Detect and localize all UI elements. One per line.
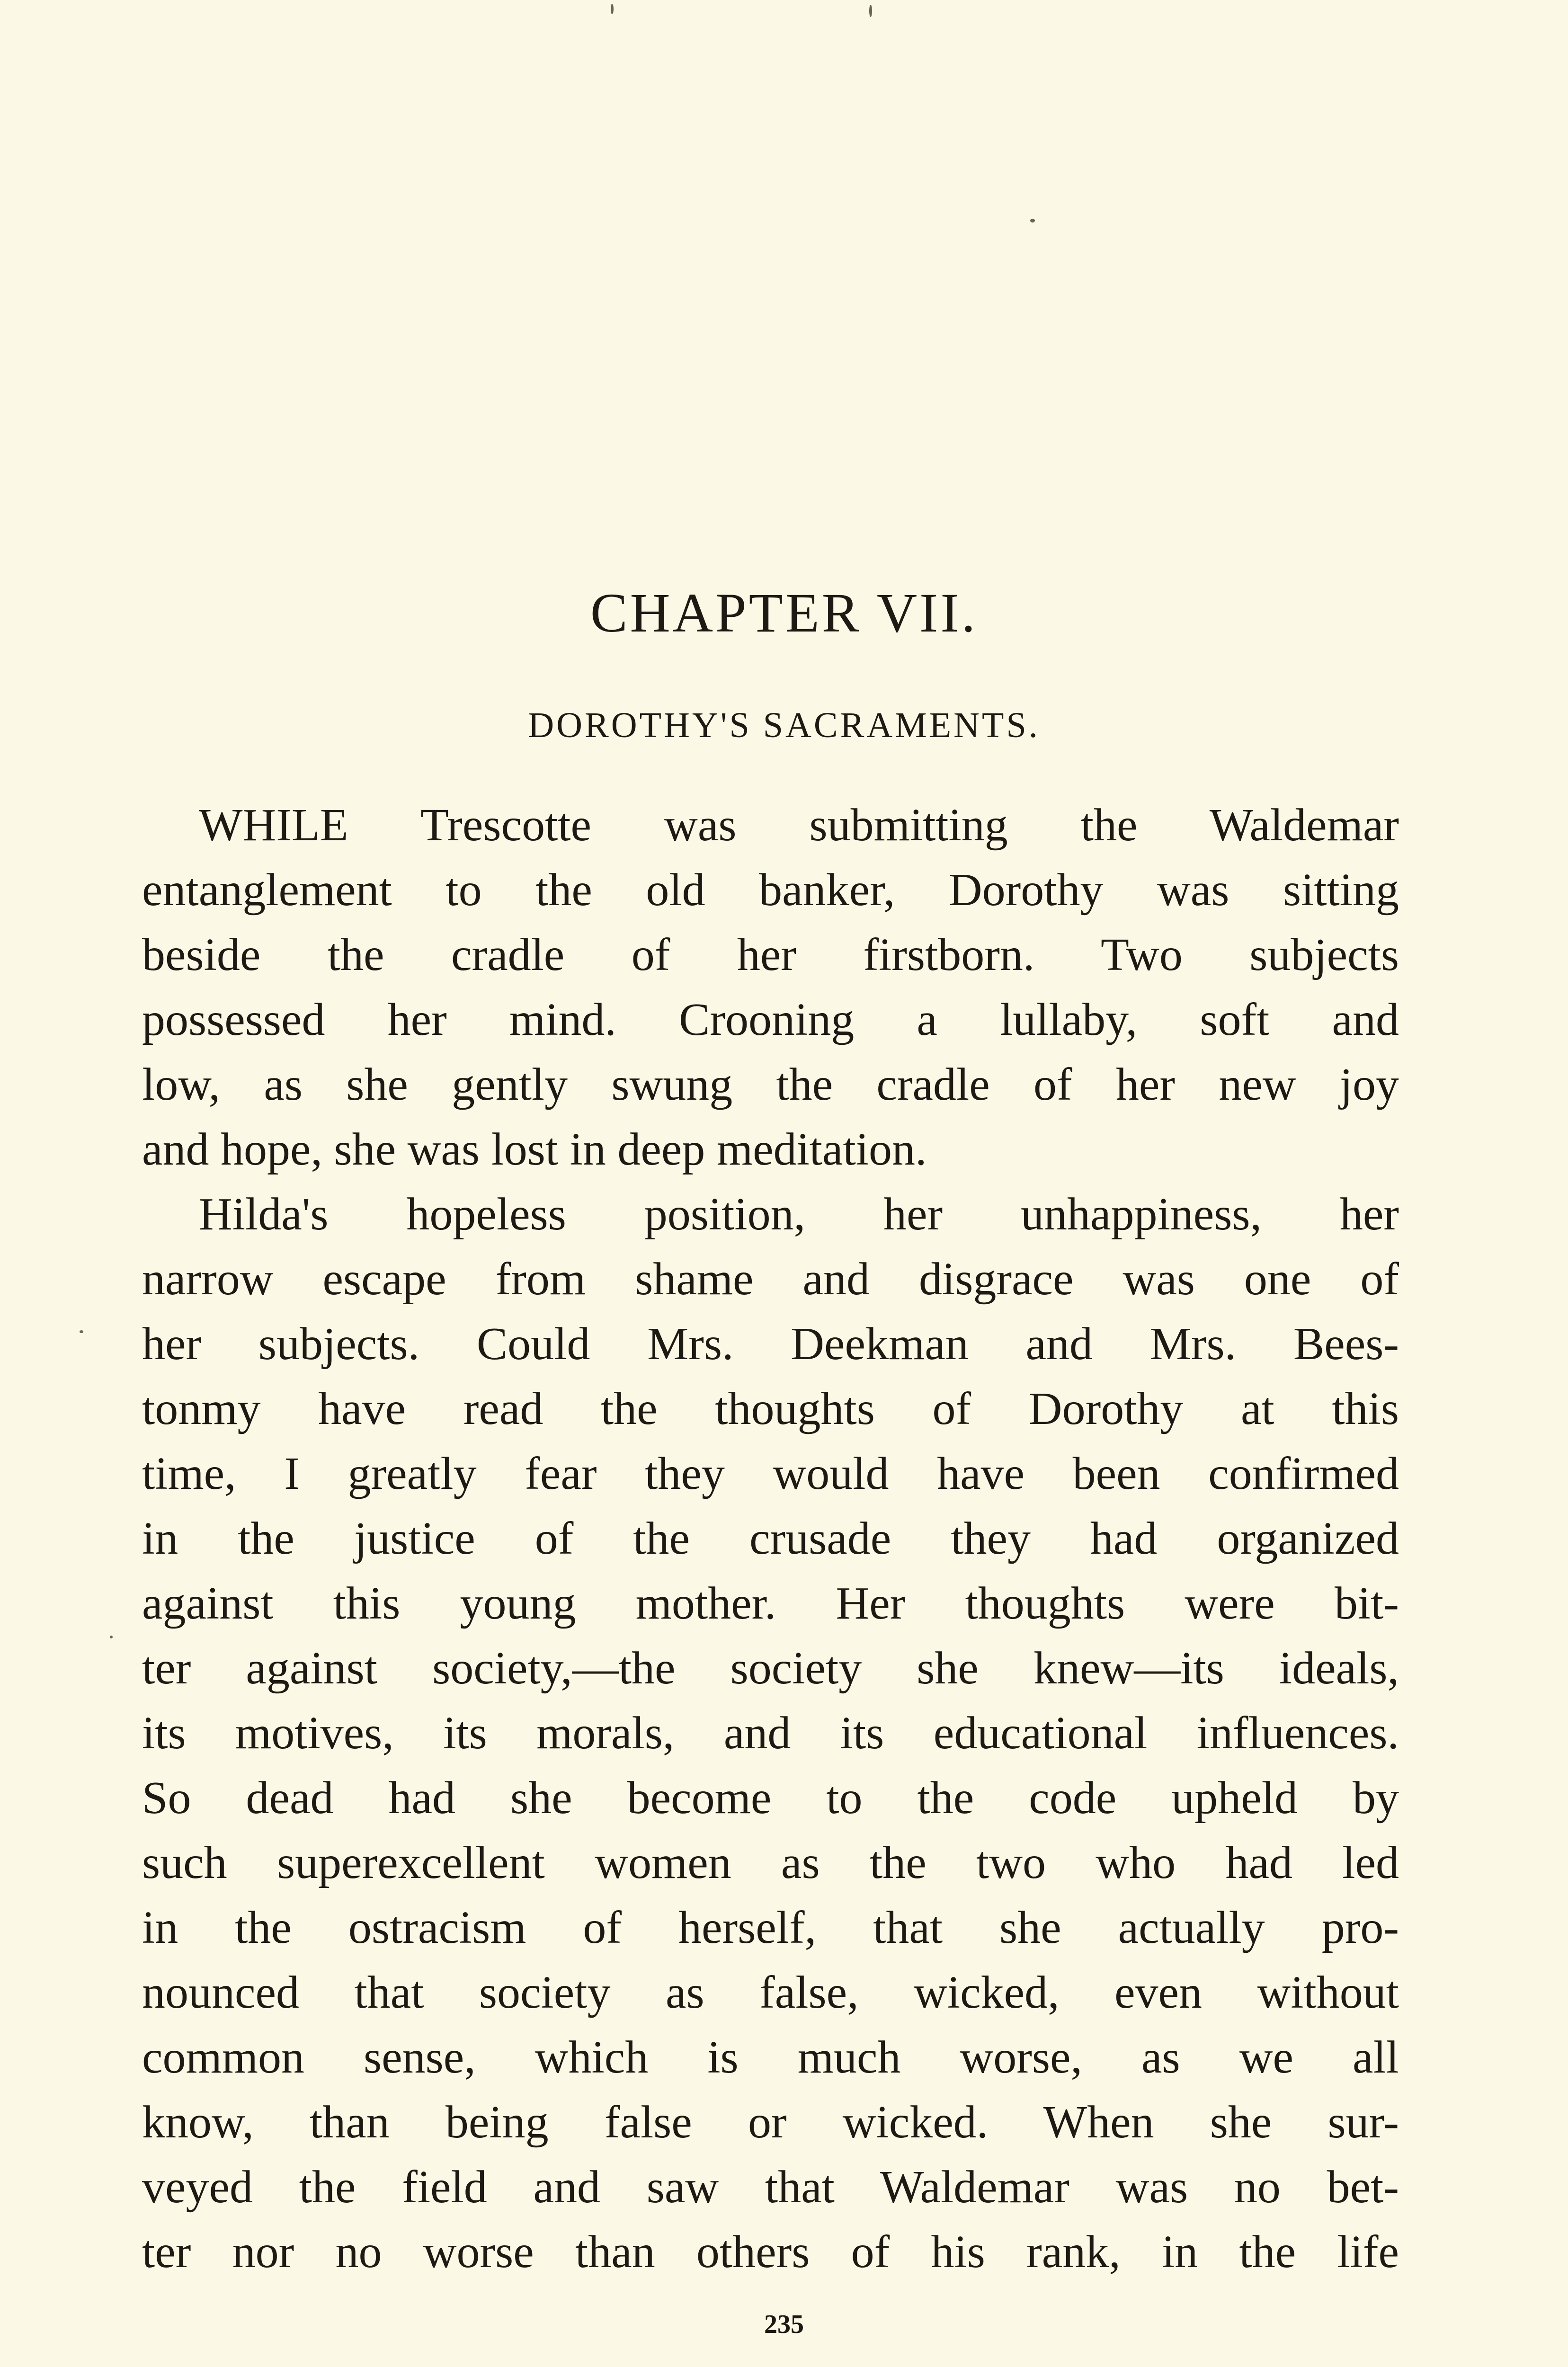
- page-number: 235: [764, 2310, 804, 2339]
- speck: [869, 5, 872, 17]
- text-line: possessed her mind. Crooning a lullaby, soft and: [142, 994, 1399, 1045]
- speck: [611, 4, 614, 14]
- speck: [110, 1636, 113, 1638]
- text-line: entanglement to the old banker, Dorothy was sitting: [142, 864, 1399, 916]
- text-line: know, than being false or wicked. When she sur-: [142, 2097, 1399, 2148]
- text-line: and hope, she was lost in deep meditation.: [142, 1124, 927, 1175]
- text-line: beside the cradle of her firstborn. Two subjects: [142, 929, 1399, 980]
- chapter-heading: CHAPTER VII.: [590, 582, 978, 644]
- speck: [1030, 219, 1035, 222]
- text-line: low, as she gently swung the cradle of her new joy: [142, 1059, 1399, 1110]
- text-line: nounced that society as false, wicked, even without: [142, 1967, 1399, 2018]
- text-line: WHILE Trescotte was submitting the Waldemar: [199, 800, 1399, 851]
- text-line: So dead had she become to the code upheld by: [142, 1772, 1399, 1824]
- text-line: her subjects. Could Mrs. Deekman and Mrs. Bees-: [142, 1318, 1399, 1370]
- text-line: such superexcellent women as the two who had led: [142, 1837, 1399, 1888]
- text-line: against this young mother. Her thoughts were bit-: [142, 1578, 1399, 1629]
- text-line: in the ostracism of herself, that she actually pro-: [142, 1902, 1399, 1953]
- text-line: tonmy have read the thoughts of Dorothy at this: [142, 1383, 1399, 1434]
- body-text: [142, 793, 1399, 2285]
- text-line: its motives, its morals, and its educational influences.: [142, 1708, 1399, 1759]
- text-line: veyed the field and saw that Waldemar was no bet-: [142, 2162, 1399, 2213]
- text-line: in the justice of the crusade they had organized: [142, 1513, 1399, 1564]
- text-line: common sense, which is much worse, as we all: [142, 2032, 1399, 2083]
- text-line: time, I greatly fear they would have been confirmed: [142, 1448, 1399, 1499]
- chapter-subtitle: DOROTHY'S SACRAMENTS.: [528, 705, 1040, 745]
- text-line: Hilda's hopeless position, her unhappiness, her: [199, 1189, 1399, 1240]
- speck: [80, 1330, 83, 1333]
- text-line: narrow escape from shame and disgrace was one of: [142, 1254, 1399, 1305]
- text-line: ter nor no worse than others of his rank, in the life: [142, 2226, 1399, 2278]
- text-line: ter against society,—the society she knew—its ideals,: [142, 1643, 1399, 1694]
